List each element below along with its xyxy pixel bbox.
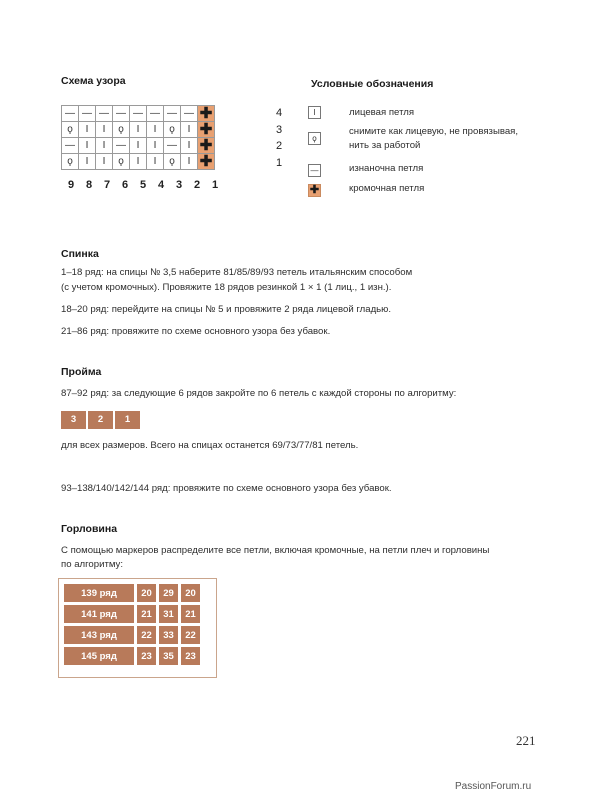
chart-cell: ϙ bbox=[62, 122, 79, 138]
chart-cell: I bbox=[147, 122, 164, 138]
table-row bbox=[64, 605, 200, 623]
row-number: 3 bbox=[276, 124, 283, 136]
table-row bbox=[64, 647, 200, 665]
chart-cell: ϙ bbox=[164, 154, 181, 170]
table-cell: 35 bbox=[159, 647, 178, 665]
slip-stitch-icon: ϙ bbox=[308, 132, 321, 145]
row-label: 143 ряд bbox=[64, 626, 134, 644]
row-number: 1 bbox=[276, 157, 283, 169]
legend-label: нить за работой bbox=[349, 140, 421, 151]
paragraph: 1–18 ряд: на спицы № 3,5 наберите 81/85/89/93 петель итальянским способом bbox=[61, 267, 413, 278]
paragraph: 18–20 ряд: перейдите на спицы № 5 и провяжите 2 ряда лицевой гладью. bbox=[61, 304, 392, 315]
chart-row bbox=[62, 122, 215, 138]
chart-cell: — bbox=[164, 138, 181, 154]
edge-stitch-cell: ✚ bbox=[198, 122, 215, 138]
column-number: 7 bbox=[103, 179, 111, 191]
row-number: 4 bbox=[276, 107, 283, 119]
chart-cell: I bbox=[181, 138, 198, 154]
chart-cell: I bbox=[79, 138, 96, 154]
table-row bbox=[64, 584, 200, 602]
legend-title: Условные обозначения bbox=[311, 78, 434, 90]
column-number: 9 bbox=[67, 179, 75, 191]
row-number: 2 bbox=[276, 140, 283, 152]
edge-stitch-cell: ✚ bbox=[198, 154, 215, 170]
chart-cell: ϙ bbox=[113, 154, 130, 170]
chart-cell: I bbox=[96, 122, 113, 138]
chart-cell: I bbox=[79, 154, 96, 170]
section-title-back: Спинка bbox=[61, 248, 99, 260]
legend-label: лицевая петля bbox=[349, 107, 415, 118]
row-label: 139 ряд bbox=[64, 584, 134, 602]
column-number: 6 bbox=[121, 179, 129, 191]
column-number: 1 bbox=[211, 179, 219, 191]
algorithm-step: 2 bbox=[88, 411, 113, 429]
table-cell: 22 bbox=[137, 626, 156, 644]
chart-cell: — bbox=[96, 106, 113, 122]
chart-cell: I bbox=[181, 154, 198, 170]
chart-cell: I bbox=[96, 154, 113, 170]
paragraph: 93–138/140/142/144 ряд: провяжите по схеме основного узора без убавок. bbox=[61, 483, 392, 494]
column-number: 4 bbox=[157, 179, 165, 191]
table-cell: 29 bbox=[159, 584, 178, 602]
pattern-chart bbox=[61, 105, 215, 170]
column-numbers bbox=[62, 175, 224, 193]
table-cell: 23 bbox=[137, 647, 156, 665]
section-title-armhole: Пройма bbox=[61, 366, 102, 378]
chart-cell: I bbox=[147, 154, 164, 170]
section-title-neck: Горловина bbox=[61, 523, 118, 535]
edge-stitch-cell: ✚ bbox=[198, 106, 215, 122]
chart-cell: ϙ bbox=[164, 122, 181, 138]
chart-row bbox=[62, 138, 215, 154]
chart-cell: — bbox=[62, 106, 79, 122]
chart-cell: I bbox=[130, 138, 147, 154]
chart-cell: — bbox=[113, 106, 130, 122]
chart-cell: ϙ bbox=[113, 122, 130, 138]
chart-cell: I bbox=[147, 138, 164, 154]
paragraph: по алгоритму: bbox=[61, 559, 124, 570]
purl-stitch-icon: — bbox=[308, 164, 321, 177]
chart-cell: — bbox=[147, 106, 164, 122]
chart-row bbox=[62, 106, 215, 122]
paragraph: С помощью маркеров распределите все петли, включая кромочные, на петли плеч и горловины bbox=[61, 545, 490, 556]
column-number: 3 bbox=[175, 179, 183, 191]
column-number: 2 bbox=[193, 179, 201, 191]
chart-row bbox=[62, 154, 215, 170]
row-label: 141 ряд bbox=[64, 605, 134, 623]
chart-cell: I bbox=[79, 122, 96, 138]
table-cell: 33 bbox=[159, 626, 178, 644]
paragraph: 21–86 ряд: провяжите по схеме основного узора без убавок. bbox=[61, 326, 331, 337]
edge-stitch-cell: ✚ bbox=[198, 138, 215, 154]
column-number: 5 bbox=[139, 179, 147, 191]
table-cell: 21 bbox=[181, 605, 200, 623]
paragraph: для всех размеров. Всего на спицах останется 69/73/77/81 петель. bbox=[61, 440, 359, 451]
chart-cell: — bbox=[113, 138, 130, 154]
chart-cell: — bbox=[181, 106, 198, 122]
algorithm-step: 1 bbox=[115, 411, 140, 429]
row-label: 145 ряд bbox=[64, 647, 134, 665]
chart-cell: — bbox=[130, 106, 147, 122]
table-cell: 20 bbox=[137, 584, 156, 602]
chart-cell: I bbox=[130, 154, 147, 170]
chart-cell: — bbox=[62, 138, 79, 154]
watermark: PassionForum.ru bbox=[455, 781, 532, 792]
table-cell: 22 bbox=[181, 626, 200, 644]
table-cell: 23 bbox=[181, 647, 200, 665]
legend-label: изнаночна петля bbox=[349, 163, 424, 174]
chart-cell: — bbox=[164, 106, 181, 122]
knit-stitch-icon: I bbox=[308, 106, 321, 119]
chart-cell: I bbox=[96, 138, 113, 154]
table-row bbox=[64, 626, 200, 644]
column-number: 8 bbox=[85, 179, 93, 191]
table-cell: 31 bbox=[159, 605, 178, 623]
chart-cell: I bbox=[130, 122, 147, 138]
pattern-title: Схема узора bbox=[61, 75, 126, 87]
algorithm-step: 3 bbox=[61, 411, 86, 429]
chart-cell: I bbox=[181, 122, 198, 138]
decrease-algorithm bbox=[61, 411, 142, 429]
paragraph: 87–92 ряд: за следующие 6 рядов закройте по 6 петель с каждой стороны по алгоритму: bbox=[61, 388, 457, 399]
edge-stitch-icon: ✚ bbox=[309, 184, 320, 196]
chart-cell: — bbox=[79, 106, 96, 122]
paragraph: (с учетом кромочных). Провяжите 18 рядов резинкой 1 × 1 (1 лиц., 1 изн.). bbox=[61, 282, 392, 293]
page-number: 221 bbox=[516, 733, 536, 748]
legend-label: кромочная петля bbox=[349, 183, 425, 194]
neck-table bbox=[61, 581, 203, 668]
chart-cell: ϙ bbox=[62, 154, 79, 170]
legend-label: снимите как лицевую, не провязывая, bbox=[349, 126, 519, 137]
table-cell: 20 bbox=[181, 584, 200, 602]
table-cell: 21 bbox=[137, 605, 156, 623]
